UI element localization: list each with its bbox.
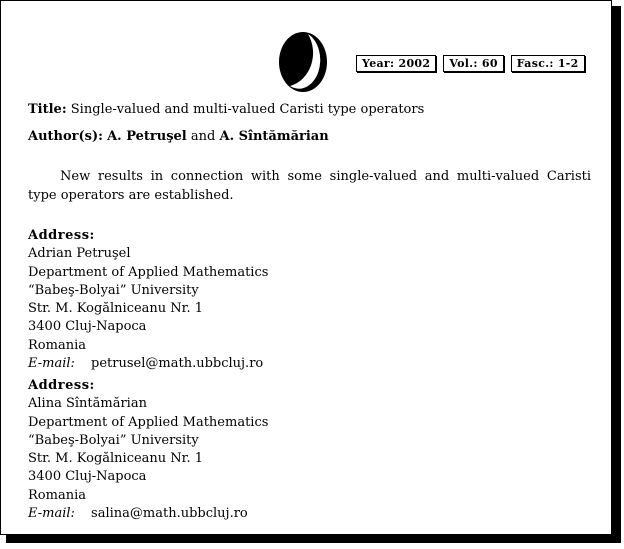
address-label: Address:	[28, 228, 95, 243]
paper-title: Single-valued and multi-valued Caristi type operators	[70, 102, 425, 117]
authors-line	[28, 129, 329, 144]
year-badge: Year: 2002	[356, 55, 436, 72]
volume-badge: Vol.: 60	[443, 55, 503, 72]
address-block-2	[28, 377, 268, 523]
paper-title-line	[28, 102, 424, 117]
address-block-1	[28, 227, 268, 373]
address-street: Str. M. Kogălniceanu Nr. 1	[28, 451, 204, 467]
journal-logo-icon	[278, 31, 328, 93]
title-label: Title:	[28, 102, 67, 117]
address-email-line	[28, 355, 268, 373]
address-label: Address:	[28, 378, 95, 393]
page-shadow-bottom	[6, 534, 621, 543]
author-2: A. Sîntămărian	[219, 129, 329, 144]
address-email-line	[28, 505, 268, 523]
page-shadow-right	[612, 6, 621, 543]
email-label: E-mail:	[28, 356, 75, 372]
abstract: New results in connection with some single-valued and multi-valued Caristi type operators are established.	[28, 169, 591, 203]
address-city: 3400 Cluj-Napoca	[28, 319, 147, 335]
address-street: Str. M. Kogălniceanu Nr. 1	[28, 301, 204, 317]
email-address[interactable]: salina@math.ubbcluj.ro	[91, 506, 248, 522]
email-label: E-mail:	[28, 506, 75, 522]
fascicle-badge: Fasc.: 1-2	[511, 55, 585, 72]
address-country: Romania	[28, 487, 86, 503]
address-name: Alina Sîntămărian	[28, 396, 147, 412]
email-address[interactable]: petrusel@math.ubbcluj.ro	[91, 356, 264, 372]
address-university: “Babeş-Bolyai” University	[28, 432, 199, 448]
address-university: “Babeş-Bolyai” University	[28, 282, 199, 298]
address-department: Department of Applied Mathematics	[28, 264, 269, 280]
address-city: 3400 Cluj-Napoca	[28, 469, 147, 485]
authors-label: Author(s):	[28, 129, 103, 144]
address-department: Department of Applied Mathematics	[28, 414, 269, 430]
issue-info	[356, 55, 585, 72]
address-name: Adrian Petruşel	[28, 246, 131, 262]
address-country: Romania	[28, 337, 86, 353]
author-1: A. Petruşel	[107, 129, 187, 144]
authors-and: and	[190, 129, 216, 144]
